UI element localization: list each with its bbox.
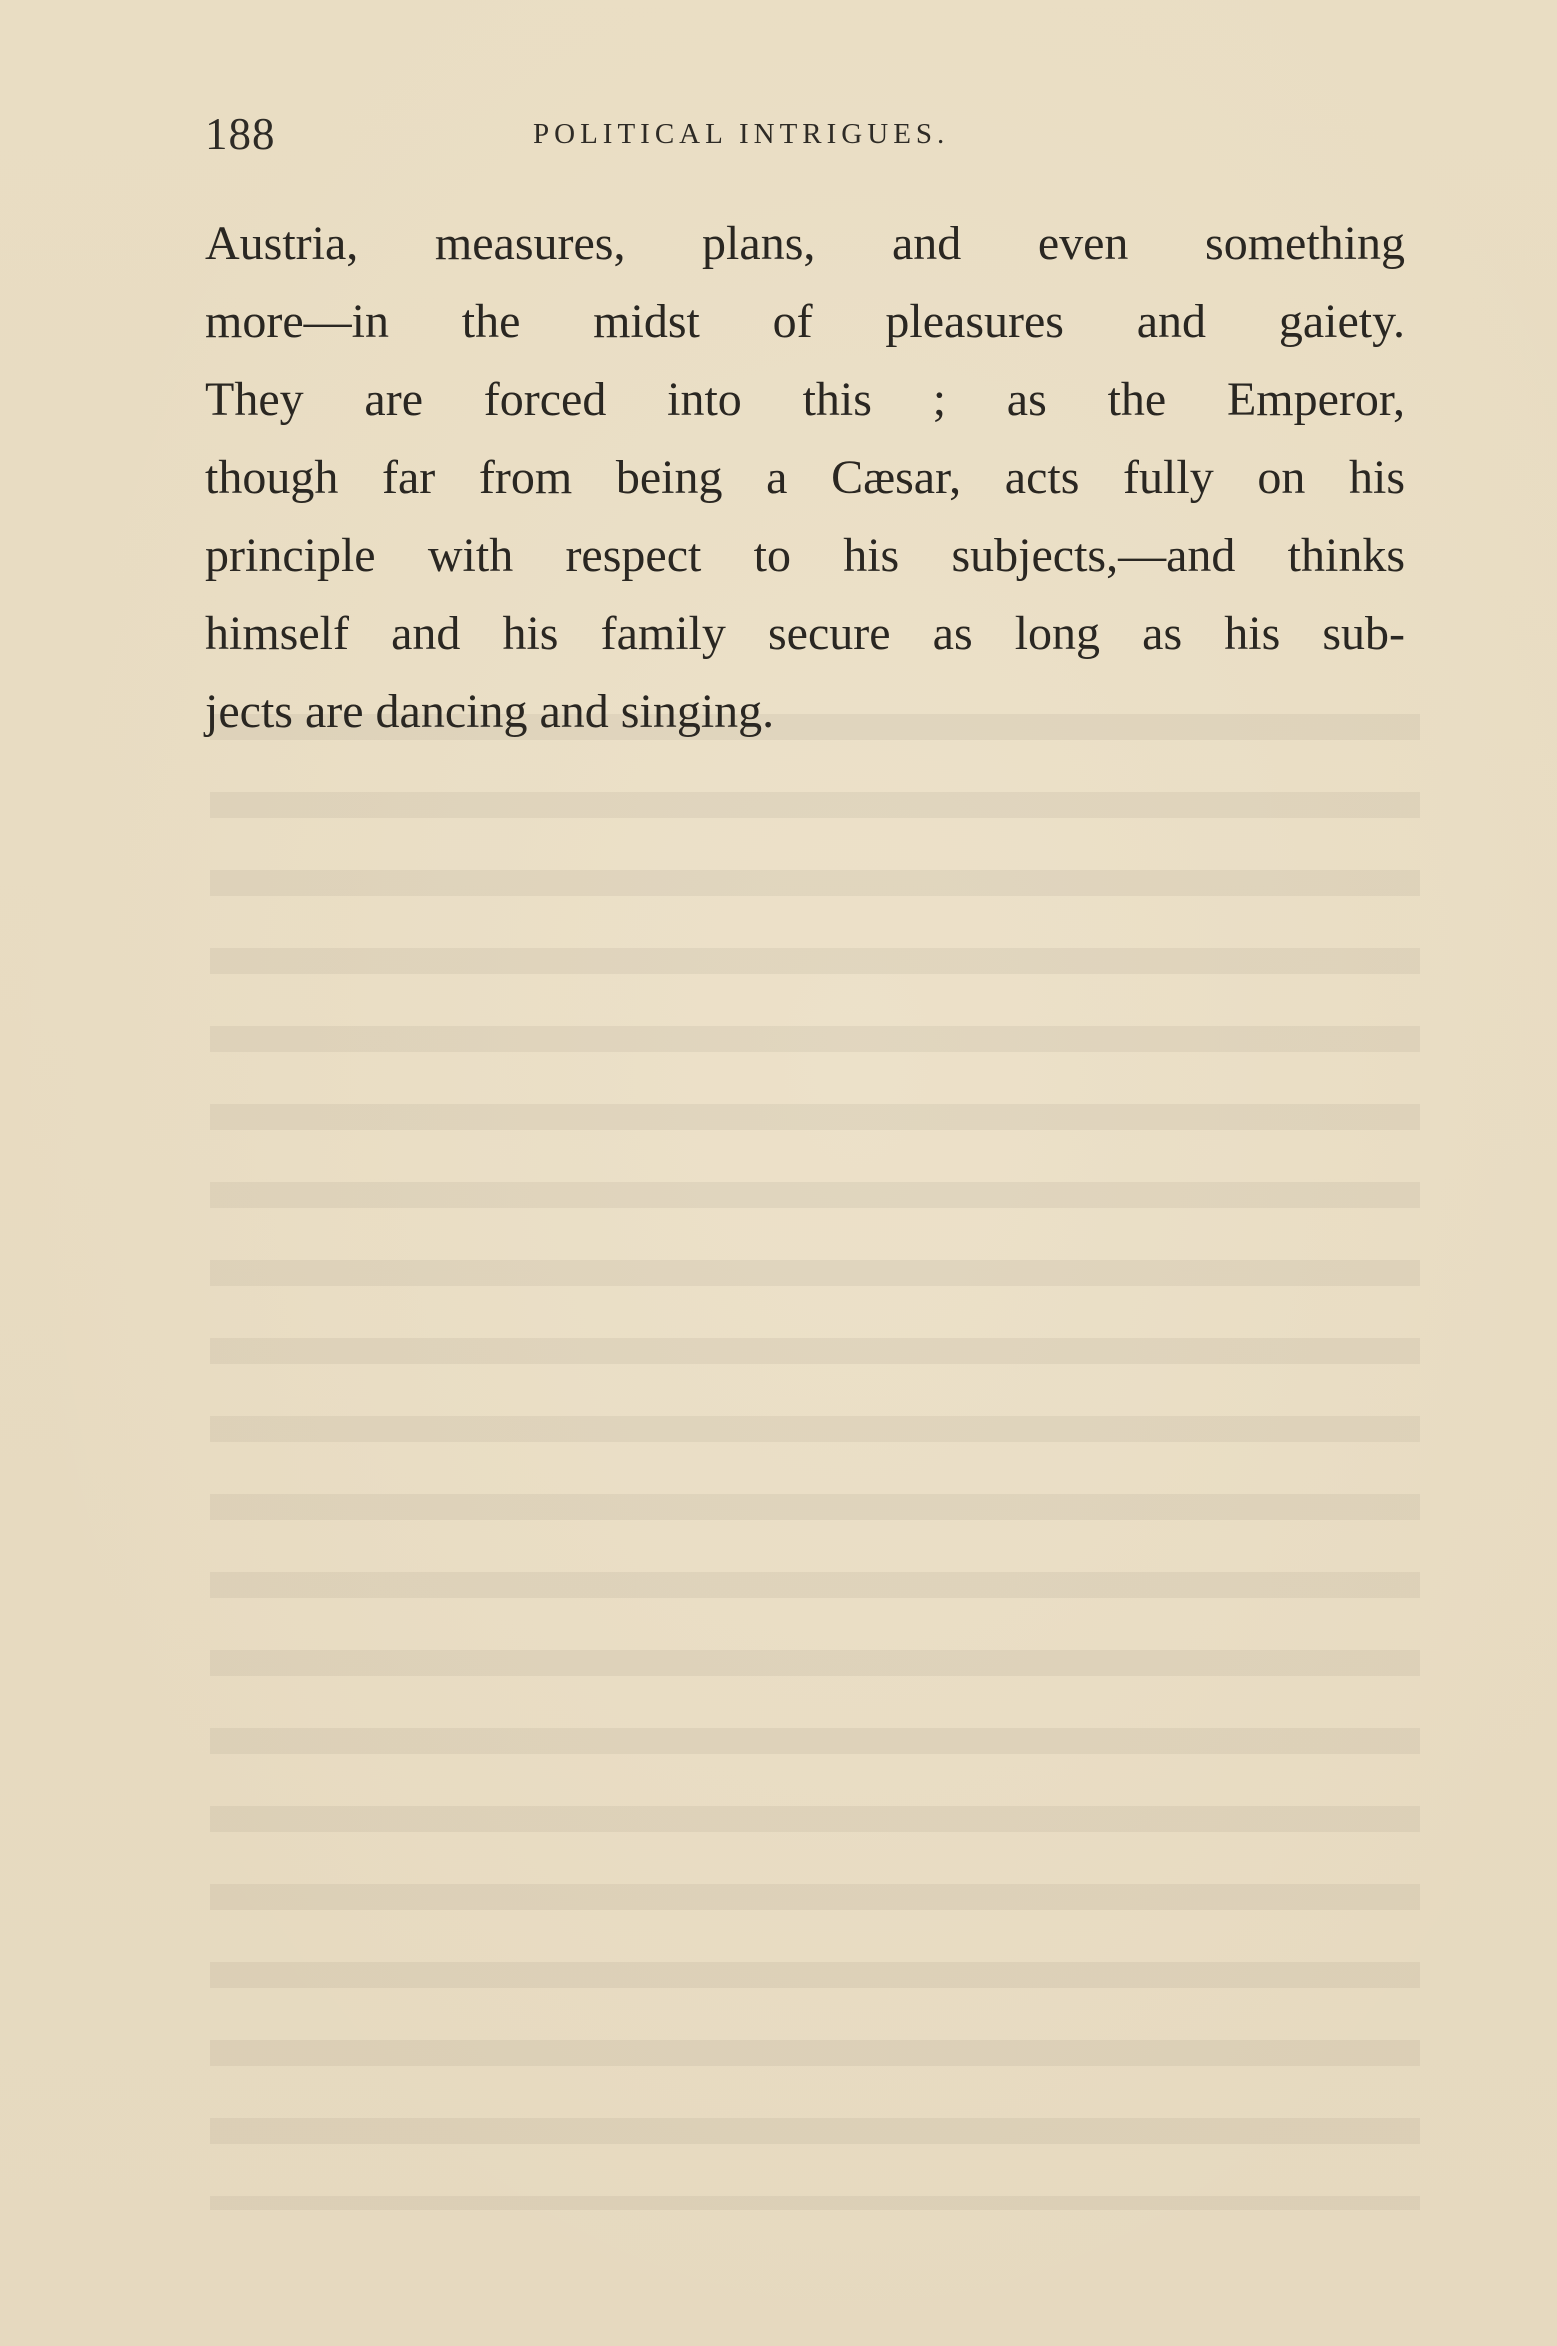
running-head [205, 108, 1420, 168]
text-line: though far from being a Cæsar, acts fully on his [205, 451, 1405, 504]
show-through-texture [210, 690, 1420, 2210]
text-line: more—in the midst of pleasures and gaiety. [205, 295, 1405, 348]
text-line: They are forced into this ; as the Emperor, [205, 373, 1405, 426]
running-title: POLITICAL INTRIGUES. [533, 118, 950, 150]
text-line: principle with respect to his subjects,—and thinks [205, 529, 1405, 582]
body-text [205, 205, 1405, 751]
page-number: 188 [205, 109, 276, 159]
text-line: himself and his family secure as long as his sub- [205, 607, 1405, 660]
text-line: Austria, measures, plans, and even something [205, 217, 1405, 270]
text-line: jects are dancing and singing. [205, 685, 775, 738]
